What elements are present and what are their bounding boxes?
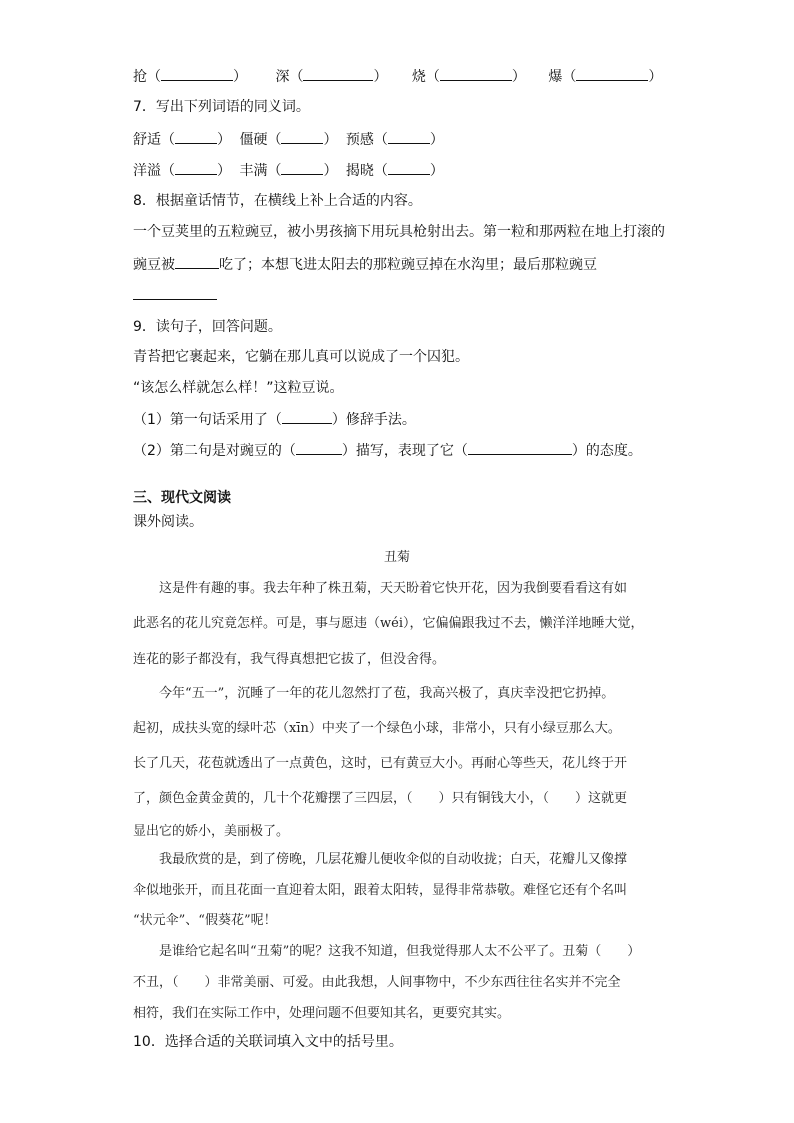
q9-sub-1: （1）第一句话采用了（ ）修辞手法。 <box>133 409 416 430</box>
answer-blank[interactable] <box>576 66 648 81</box>
passage-line: 相符，我们在实际工作中，处理问题不但要知其名，更要究其实。 <box>133 1006 511 1021</box>
passage-line: “状元伞”、“假葵花”呢！ <box>133 913 277 928</box>
passage-line: 是谁给它起名叫“丑菊”的呢？这我不知道，但我觉得那人太不公平了。丑菊（ ） <box>133 944 641 959</box>
passage-line: 今年“五一”，沉睡了一年的花儿忽然打了苞，我高兴极了，真庆幸没把它扔掉。 <box>133 686 615 701</box>
q7-row-2: 洋溢（ ） 丰满（ ） 揭晓（ ） <box>133 160 444 181</box>
q8-line-2: 豌豆被 吃了；本想飞进太阳去的那粒豌豆掉在水沟里；最后那粒豌豆 <box>133 254 597 275</box>
answer-blank[interactable] <box>468 440 572 455</box>
section-subtitle: 课外阅读。 <box>133 514 203 530</box>
answer-blank[interactable] <box>281 129 323 144</box>
answer-blank[interactable] <box>175 254 219 269</box>
q10-title: 10．选择合适的关联词填入文中的括号里。 <box>133 1034 403 1050</box>
passage-title: 丑菊 <box>383 550 410 565</box>
answer-blank[interactable] <box>388 129 430 144</box>
passage-line: 连花的影子都没有，我气得真想把它拔了，但没舍得。 <box>133 652 446 667</box>
q6-item-2: 深（ ） <box>275 66 387 87</box>
passage-line: 长了几天，花苞就透出了一点黄色，这时，已有黄豆大小。再耐心等些天，花儿终于开 <box>133 756 628 771</box>
answer-line[interactable] <box>133 299 217 300</box>
answer-blank[interactable] <box>161 66 233 81</box>
reading-passage <box>133 546 661 1026</box>
passage-line: 伞似地张开，而且花面一直迎着太阳，跟着太阳转，显得非常恭敬。难怪它还有个名叫 <box>133 883 628 898</box>
q7-title: 7．写出下列词语的同义词。 <box>133 99 310 115</box>
answer-blank[interactable] <box>296 440 342 455</box>
answer-blank[interactable] <box>282 409 332 424</box>
passage-line: 这是件有趣的事。我去年种了株丑菊，天天盼着它快开花，因为我倒要看看这有如 <box>133 581 628 596</box>
q6-word-row <box>133 66 662 87</box>
q9-sub-2: （2）第二句是对豌豆的（ ）描写，表现了它（ ）的态度。 <box>133 440 642 461</box>
answer-blank[interactable] <box>440 66 512 81</box>
q9-sentence-1: 青苔把它裹起来，它躺在那儿真可以说成了一个囚犯。 <box>133 349 469 365</box>
passage-line: 显出它的娇小，美丽极了。 <box>133 824 290 839</box>
q6-item-1: 抢（ ） <box>133 66 247 87</box>
q9-sentence-2: “该怎么样就怎么样！”这粒豆说。 <box>133 380 344 396</box>
q6-item-3: 烧（ ） <box>412 66 526 87</box>
answer-blank[interactable] <box>303 66 373 81</box>
passage-line: 不丑，（ ）非常美丽、可爱。由此我想，人间事物中，不少东西往往名实并不完全 <box>133 975 621 990</box>
q7-row-1: 舒适（ ） 僵硬（ ） 预感（ ） <box>133 129 444 150</box>
q6-item-4: 爆（ ） <box>548 66 662 87</box>
passage-line: 我最欣赏的是，到了傍晚，几层花瓣儿便收伞似的自动收拢；白天，花瓣儿又像撑 <box>133 852 628 867</box>
answer-blank[interactable] <box>281 160 323 175</box>
q9-title: 9．读句子，回答问题。 <box>133 319 282 335</box>
answer-blank[interactable] <box>388 160 430 175</box>
section-heading: 三、现代文阅读 <box>133 490 231 506</box>
q8-title: 8．根据童话情节，在横线上补上合适的内容。 <box>133 193 422 209</box>
answer-blank[interactable] <box>175 129 217 144</box>
q8-line-1: 一个豆荚里的五粒豌豆，被小男孩摘下用玩具枪射出去。第一粒和那两粒在地上打滚的 <box>133 224 665 240</box>
passage-line: 起初，成扶头宽的绿叶芯（xīn）中夹了一个绿色小球，非常小，只有小绿豆那么大。 <box>133 721 621 736</box>
passage-line: 了，颜色金黄金黄的，几十个花瓣摆了三四层，（ ）只有铜钱大小，（ ）这就更 <box>133 791 628 806</box>
passage-line: 此恶名的花儿究竟怎样。可是，事与愿违（wéi），它偏偏跟我过不去，懒洋洋地睡大觉， <box>133 616 644 631</box>
answer-blank[interactable] <box>175 160 217 175</box>
